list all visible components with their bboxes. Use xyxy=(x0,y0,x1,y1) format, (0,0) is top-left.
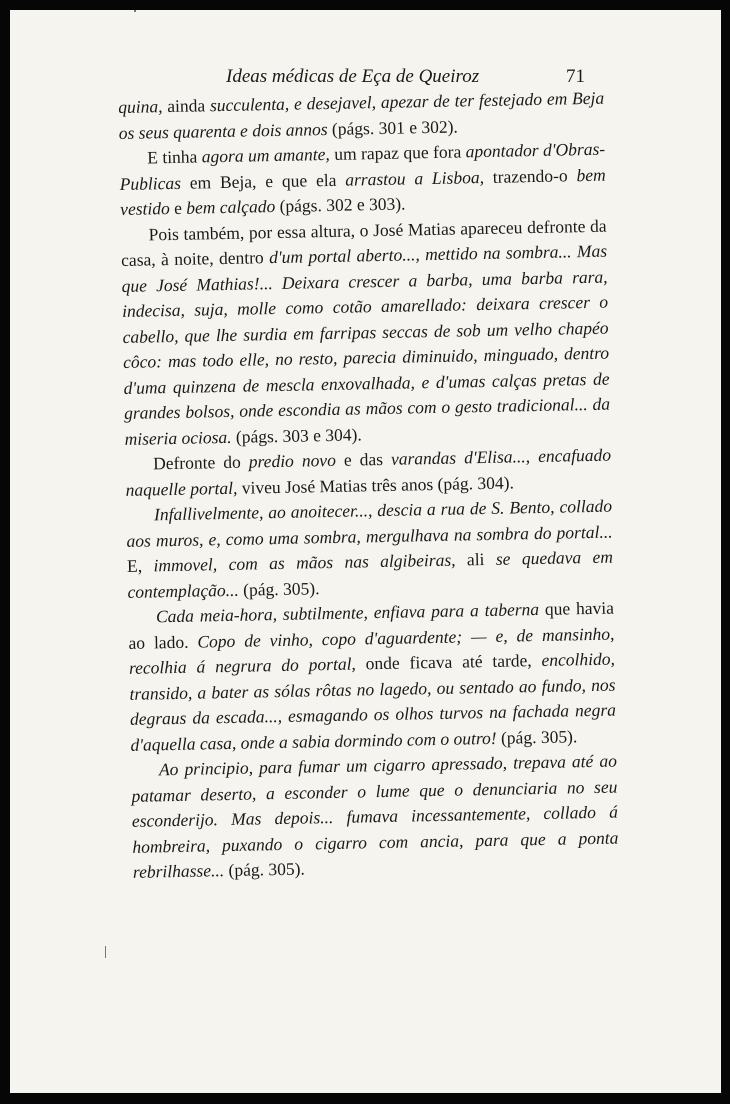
paragraph xyxy=(125,443,612,503)
italic-text: Copo de vinho, copo d'aguardente; — e, de mansinho, recolhia á negrura do portal, xyxy=(128,623,615,678)
text-run: (págs. 302 e 303). xyxy=(275,193,406,217)
italic-text: Cada meia-hora, subtilmente, enfiava para a taberna xyxy=(155,599,540,627)
book-page xyxy=(10,10,721,1093)
italic-text: Ao principio, para fumar um cigarro apressado, trepava até ao patamar deserto, a esconder o lume que o denunciaria no seu esconderijo. Mas depois... fumava incessantemente, collado á hombreira, puxando o cigarro com ancia, para que a ponta rebrilhasse... xyxy=(131,750,619,882)
scan-mark xyxy=(134,10,136,12)
text-run: trazendo-o xyxy=(483,164,577,187)
text-run: onde ficava até tarde, xyxy=(355,649,542,674)
body-text xyxy=(118,86,619,886)
paragraph xyxy=(126,494,614,605)
text-run: Defronte do xyxy=(152,451,249,474)
italic-text: succulenta, e desejavel, apezar de ter festejado em Beja os seus quarenta e dois annos xyxy=(118,87,605,143)
italic-text: quina, xyxy=(118,96,163,117)
scan-mark xyxy=(105,946,106,958)
text-run: que havia ao lado. xyxy=(128,597,615,653)
italic-text: bem calçado xyxy=(186,196,276,218)
text-run: ali xyxy=(455,548,497,570)
italic-text: predio novo xyxy=(248,449,337,472)
italic-text: d'um portal aberto..., mettido na sombra... Mas que José Mathias!... Deixara crescer a barba, uma barba rara, indecisa, suja, molle como cotão amarellado: deixara crescer o cabello, que lhe surdia em farripas seccas de sob um velho chapéo côco: mas todo elle, no resto, parecia diminuido, minguado, dentro d'uma quinzena de mescla enxovalhada, e d'umas calças pretas de grandes bolsos, onde escondia as mãos com o gesto tradicional... da miseria ociosa. xyxy=(121,240,611,449)
italic-text: apontador d'Obras-Publicas xyxy=(119,138,606,194)
running-title: Ideas médicas de Eça de Queiroz xyxy=(226,66,480,87)
paragraph xyxy=(131,749,619,886)
paragraph xyxy=(128,596,617,758)
italic-text: bem vestido xyxy=(119,164,606,219)
page-number: 71 xyxy=(566,66,585,87)
text-run: E tinha xyxy=(147,146,202,168)
italic-text: agora um amante, xyxy=(201,143,330,167)
italic-text: se quedava em contemplação... xyxy=(127,546,614,602)
text-run: (pág. 305). xyxy=(223,858,305,881)
text-run: E, xyxy=(126,555,154,576)
text-run: e xyxy=(169,197,187,219)
italic-text: immovel, com as mãos nas algibeiras, xyxy=(153,549,456,576)
text-run: (pág. 305). xyxy=(238,577,320,600)
text-run: viveu José Matias três anos (pág. 304). xyxy=(237,471,515,498)
text-run: ainda xyxy=(162,95,211,117)
text-run: e das xyxy=(335,448,392,470)
text-run: (págs. 301 e 302). xyxy=(327,115,458,139)
paragraph xyxy=(120,213,610,452)
italic-text: varandas d'Elisa..., encafuado naquelle portal, xyxy=(125,444,612,500)
text-run: (pág. 305). xyxy=(496,725,578,748)
italic-text: encolhido, transido, a bater as sólas rôtas no lagedo, ou sentado ao fundo, nos degraus da escada..., esmagando os olhos turvos na fachada negra d'aquella casa, onde a sabia dormindo com o outro! xyxy=(129,648,617,755)
page-header xyxy=(10,62,721,92)
italic-text: arrastou a Lisboa, xyxy=(345,166,485,190)
text-run: em Beja, e que ela xyxy=(180,169,346,193)
italic-text: Infallivelmente, ao anoitecer..., descia a rua de S. Bento, collado aos muros, e, como uma sombra, mergulhava na sombra do portal... xyxy=(126,495,613,551)
paragraph xyxy=(118,86,605,146)
text-run: um rapaz que fora xyxy=(329,141,466,164)
text-run: (págs. 303 e 304). xyxy=(231,423,362,447)
text-run: Pois também, por essa altura, o José Matias apareceu defronte da casa, à noite, dentro xyxy=(120,215,607,270)
paragraph xyxy=(119,137,606,223)
